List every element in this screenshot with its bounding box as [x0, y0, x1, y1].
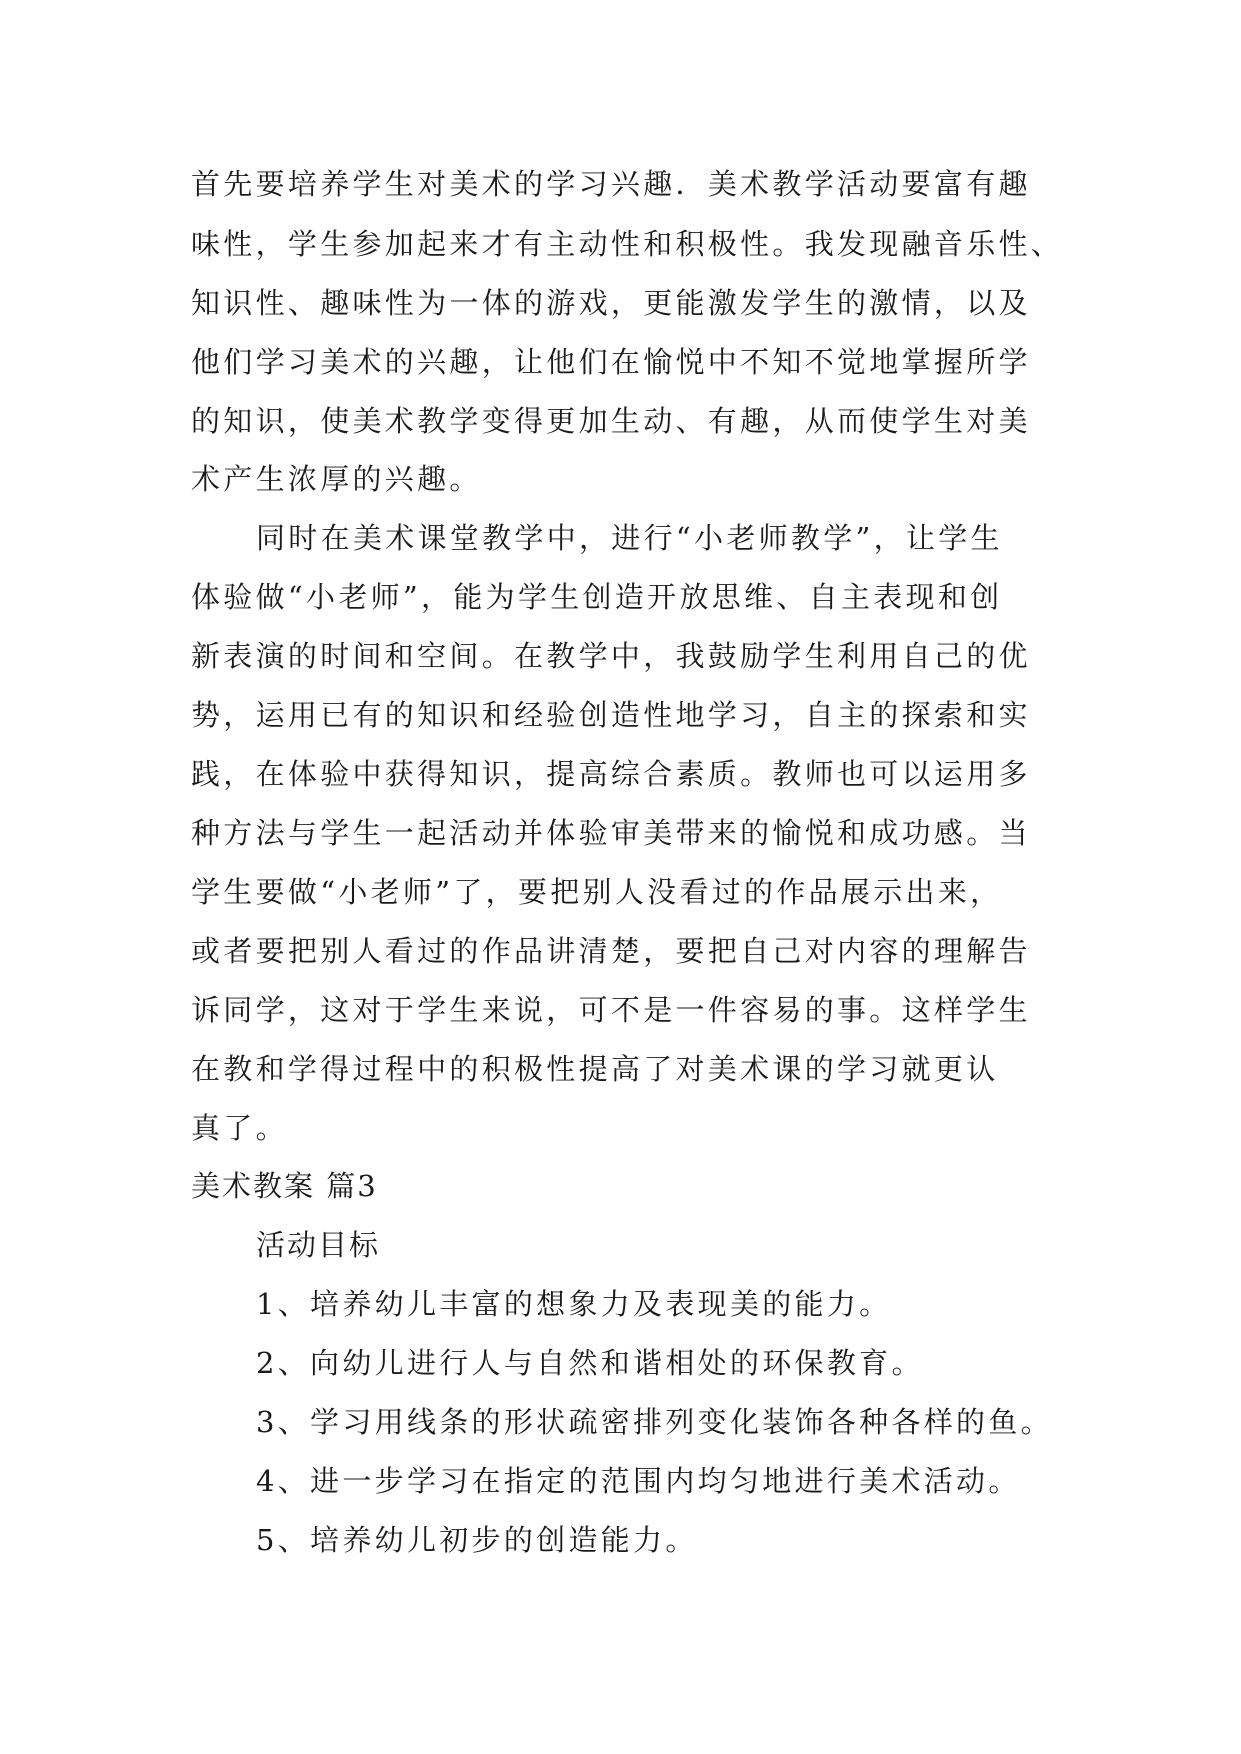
- paragraph-line: 新表演的时间和空间。在教学中，我鼓励学生利用自己的优: [191, 639, 1031, 673]
- paragraph-line: 或者要把别人看过的作品讲清楚，要把自己对内容的理解告: [191, 934, 1031, 968]
- paragraph-line: 践，在体验中获得知识，提高综合素质。教师也可以运用多: [191, 757, 1031, 791]
- paragraph-line: 学生要做“小老师”了，要把别人没看过的作品展示出来，: [191, 875, 1003, 909]
- goal-item: 1、培养幼儿丰富的想象力及表现美的能力。: [256, 1287, 892, 1321]
- paragraph-line: 术产生浓厚的兴趣。: [191, 462, 482, 496]
- goals-title: 活动目标: [256, 1228, 381, 1262]
- goal-item: 4、进一步学习在指定的范围内均匀地进行美术活动。: [256, 1464, 1021, 1498]
- paragraph-line: 的知识，使美术教学变得更加生动、有趣，从而使学生对美: [191, 404, 1031, 438]
- paragraph-line: 在教和学得过程中的积极性提高了对美术课的学习就更认: [191, 1052, 999, 1086]
- section-title: 美术教案 篇3: [191, 1169, 378, 1203]
- paragraph-line: 知识性、趣味性为一体的游戏，更能激发学生的激情，以及: [191, 286, 1031, 320]
- paragraph-line: 首先要培养学生对美术的学习兴趣．美术教学活动要富有趣: [191, 167, 1031, 201]
- paragraph-line: 种方法与学生一起活动并体验审美带来的愉悦和成功感。当: [191, 816, 1031, 850]
- paragraph-line: 他们学习美术的兴趣，让他们在愉悦中不知不觉地掌握所学: [191, 345, 1031, 379]
- paragraph-line: 诉同学，这对于学生来说，可不是一件容易的事。这样学生: [191, 993, 1031, 1027]
- goal-item: 3、学习用线条的形状疏密排列变化装饰各种各样的鱼。: [256, 1405, 1053, 1439]
- goal-item: 5、培养幼儿初步的创造能力。: [256, 1523, 698, 1557]
- paragraph-line: 同时在美术课堂教学中，进行“小老师教学”，让学生: [256, 521, 1003, 555]
- paragraph-line: 味性，学生参加起来才有主动性和积极性。我发现融音乐性、: [191, 227, 1064, 261]
- paragraph-line: 势，运用已有的知识和经验创造性地学习，自主的探索和实: [191, 698, 1031, 732]
- goal-item: 2、向幼儿进行人与自然和谐相处的环保教育。: [256, 1346, 924, 1380]
- paragraph-line: 体验做“小老师”，能为学生创造开放思维、自主表现和创: [191, 580, 1003, 614]
- paragraph-line: 真了。: [191, 1111, 288, 1145]
